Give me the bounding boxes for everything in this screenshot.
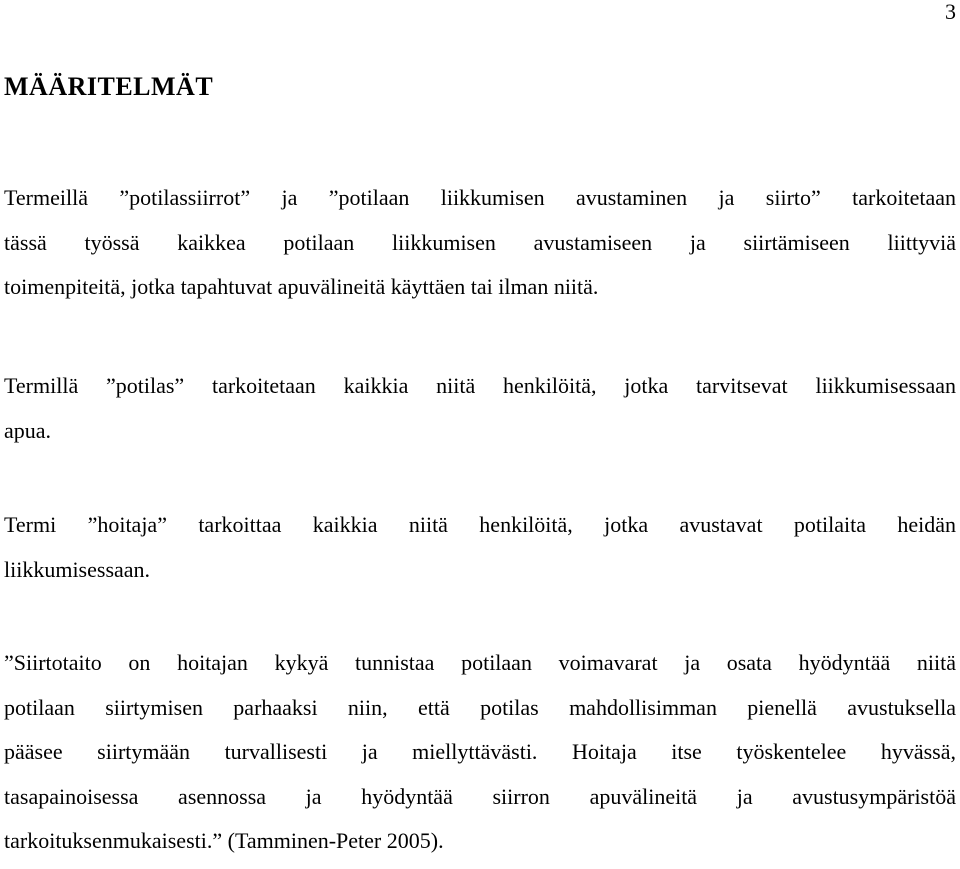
paragraph-line: potilaan siirtymisen parhaaksi niin, että potilas mahdollisimman pienellä avustuksella	[4, 694, 956, 720]
paragraph-term-nurse	[4, 503, 956, 592]
paragraph-line: liikkumisessaan.	[4, 556, 151, 582]
section-heading: MÄÄRITELMÄT	[4, 72, 214, 101]
paragraph-line: tarkoituksenmukaisesti.” (Tamminen-Peter 2005).	[4, 828, 444, 853]
paragraph-line: Termi ”hoitaja” tarkoittaa kaikkia niitä henkilöitä, jotka avustavat potilaita heidän	[4, 512, 956, 537]
paragraph-line: toimenpiteitä, jotka tapahtuvat apuvälineitä käyttäen tai ilman niitä.	[4, 274, 599, 299]
paragraph-term-patient	[4, 364, 956, 453]
paragraph-line: apua.	[4, 417, 52, 443]
paragraph-line: tasapainoisessa asennossa ja hyödyntää siirron apuvälineitä ja avustusympäristöä	[4, 783, 956, 809]
paragraph-line: Termeillä ”potilassiirrot” ja ”potilaan liikkumisen avustaminen ja siirto” tarkoitetaan	[4, 185, 956, 210]
paragraph-terms-transfers	[4, 176, 956, 310]
paragraph-transfer-skill-quote	[4, 641, 956, 864]
paragraph-line: pääsee siirtymään turvallisesti ja miellyttävästi. Hoitaja itse työskentelee hyvässä,	[4, 739, 956, 764]
paragraph-line: ”Siirtotaito on hoitajan kykyä tunnistaa potilaan voimavarat ja osata hyödyntää niitä	[4, 650, 956, 675]
page-number: 3	[945, 0, 956, 24]
paragraph-line: tässä työssä kaikkea potilaan liikkumisen avustamiseen ja siirtämiseen liittyviä	[4, 229, 956, 255]
paragraph-line: Termillä ”potilas” tarkoitetaan kaikkia niitä henkilöitä, jotka tarvitsevat liikkumisessaan	[4, 373, 956, 398]
